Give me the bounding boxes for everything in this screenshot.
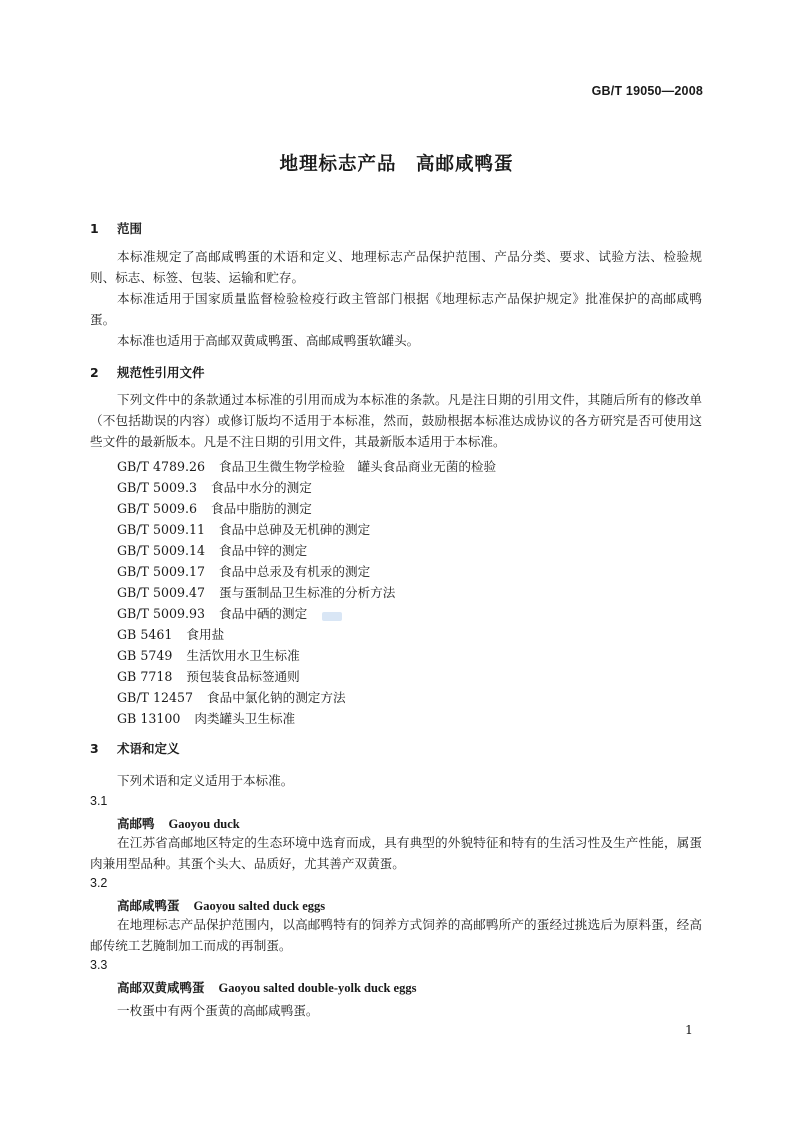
reference-code: GB/T 5009.47 — [117, 585, 206, 600]
clause-number: 3.2 — [90, 876, 108, 890]
reference-item — [117, 498, 312, 517]
page-number: 1 — [685, 1022, 693, 1037]
term-definition: 在江苏省高邮地区特定的生态环境中选育而成，具有典型的外貌特征和特有的生活习性及生产性能，属蛋肉兼用型品种。其蛋个头大、品质好，尤其善产双黄蛋。 — [90, 835, 702, 871]
reference-code: GB/T 5009.3 — [117, 480, 198, 495]
term-en: Gaoyou salted double-yolk duck eggs — [218, 981, 417, 995]
reference-title: 食品中氯化钠的测定方法 — [207, 690, 346, 705]
reference-title: 食用盐 — [186, 627, 225, 642]
paragraph: 本标准也适用于高邮双黄咸鸭蛋、高邮咸鸭蛋软罐头。 — [117, 333, 420, 348]
reference-item — [117, 582, 395, 601]
reference-code: GB/T 5009.6 — [117, 501, 198, 516]
watermark-stamp — [322, 612, 342, 621]
reference-code: GB/T 12457 — [117, 690, 194, 705]
reference-title: 蛋与蛋制品卫生标准的分析方法 — [219, 585, 396, 600]
clause-number: 3.3 — [90, 958, 108, 972]
section-number: 2 — [90, 365, 99, 380]
term-heading — [117, 896, 325, 914]
reference-item — [117, 645, 300, 664]
document-title: 地理标志产品 高邮咸鸭蛋 — [279, 154, 514, 175]
reference-item — [117, 624, 224, 643]
reference-item — [117, 477, 312, 496]
section-title: 范围 — [117, 221, 143, 236]
reference-title: 食品中总砷及无机砷的测定 — [219, 522, 371, 537]
standard-code: GB/T 19050—2008 — [591, 84, 703, 98]
term-definition: 在地理标志产品保护范围内，以高邮鸭特有的饲养方式饲养的高邮鸭所产的蛋经过挑选后为原料蛋，经高邮传统工艺腌制加工而成的再制蛋。 — [90, 917, 702, 953]
reference-title: 食品中水分的测定 — [211, 480, 312, 495]
term-heading — [117, 814, 240, 832]
reference-title: 食品中锌的测定 — [219, 543, 308, 558]
reference-code: GB 5461 — [117, 627, 173, 642]
reference-title: 预包装食品标签通则 — [186, 669, 300, 684]
reference-title: 食品中硒的测定 — [219, 606, 308, 621]
reference-code: GB/T 5009.93 — [117, 606, 206, 621]
term-en: Gaoyou salted duck eggs — [193, 899, 326, 913]
paragraph: 下列文件中的条款通过本标准的引用而成为本标准的条款。凡是注日期的引用文件，其随后所有的修改单（不包括勘误的内容）或修订版均不适用于本标准，然而，鼓励根据本标准达成协议的各方研究是否可使用这些文件的最新版本。凡是不注日期的引用文件，其最新版本适用于本标准。 — [90, 392, 702, 449]
paragraph: 本标准规定了高邮咸鸭蛋的术语和定义、地理标志产品保护范围、产品分类、要求、试验方法、检验规则、标志、标签、包装、运输和贮存。 — [90, 249, 702, 285]
term-zh: 高邮鸭 — [117, 816, 155, 831]
section-1-heading — [90, 219, 142, 237]
reference-title: 食品中脂肪的测定 — [211, 501, 312, 516]
paragraph: 下列术语和定义适用于本标准。 — [117, 773, 294, 788]
reference-item — [117, 519, 370, 538]
reference-title: 生活饮用水卫生标准 — [186, 648, 300, 663]
reference-code: GB 7718 — [117, 669, 173, 684]
clause-number: 3.1 — [90, 794, 108, 808]
section-title: 规范性引用文件 — [117, 365, 205, 380]
term-en: Gaoyou duck — [168, 817, 240, 831]
reference-item — [117, 666, 300, 685]
section-2-heading — [90, 363, 205, 381]
reference-item — [117, 603, 307, 622]
term-zh: 高邮双黄咸鸭蛋 — [117, 980, 205, 995]
paragraph: 本标准适用于国家质量监督检验检疫行政主管部门根据《地理标志产品保护规定》批准保护的高邮咸鸭蛋。 — [90, 291, 702, 327]
reference-title: 食品中总汞及有机汞的测定 — [219, 564, 371, 579]
reference-item — [117, 540, 307, 559]
reference-code: GB/T 5009.11 — [117, 522, 206, 537]
term-definition: 一枚蛋中有两个蛋黄的高邮咸鸭蛋。 — [117, 1003, 319, 1018]
section-number: 1 — [90, 221, 99, 236]
section-title: 术语和定义 — [117, 741, 180, 756]
reference-code: GB 5749 — [117, 648, 173, 663]
reference-code: GB 13100 — [117, 711, 181, 726]
term-zh: 高邮咸鸭蛋 — [117, 898, 180, 913]
reference-code: GB/T 4789.26 — [117, 459, 206, 474]
reference-title: 食品卫生微生物学检验 罐头食品商业无菌的检验 — [219, 459, 497, 474]
term-heading — [117, 978, 416, 996]
reference-item — [117, 456, 496, 475]
reference-item — [117, 687, 346, 706]
section-3-heading — [90, 739, 180, 757]
reference-code: GB/T 5009.14 — [117, 543, 206, 558]
reference-item — [117, 708, 295, 727]
reference-title: 肉类罐头卫生标准 — [194, 711, 296, 726]
reference-item — [117, 561, 370, 580]
reference-code: GB/T 5009.17 — [117, 564, 206, 579]
section-number: 3 — [90, 741, 99, 756]
